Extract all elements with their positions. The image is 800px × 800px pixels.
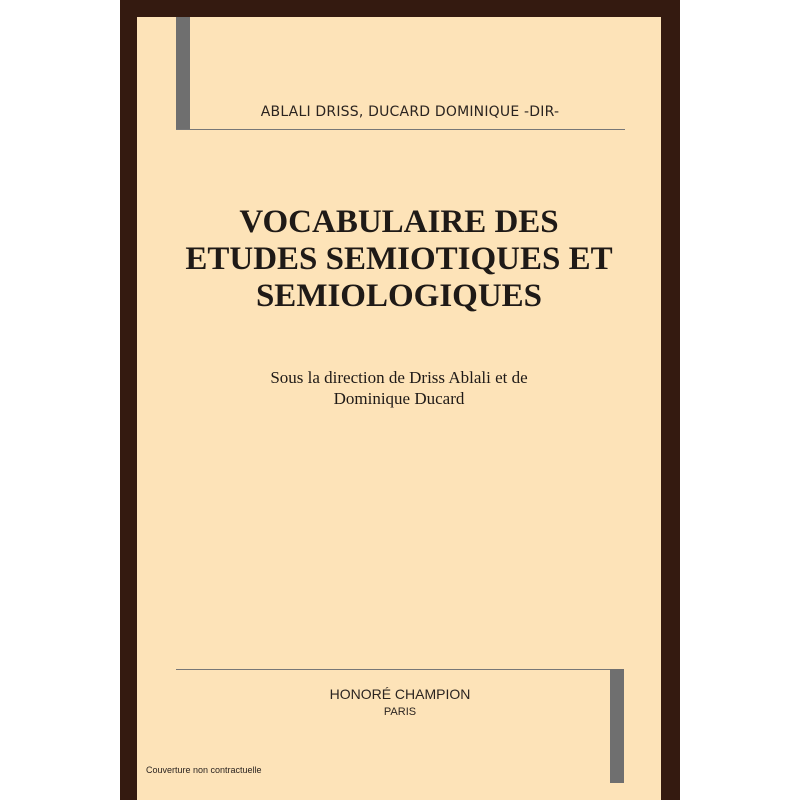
- top-divider-rule: [176, 129, 625, 130]
- bottom-divider-rule: [176, 669, 624, 670]
- book-title: [137, 204, 661, 315]
- publisher-name: HONORÉ CHAMPION: [329, 686, 471, 702]
- subtitle-line: Sous la direction de Driss Ablali et de: [270, 368, 528, 387]
- title-line: VOCABULAIRE DES: [239, 204, 559, 240]
- authors-line: ABLALI DRISS, DUCARD DOMINIQUE -DIR-: [260, 104, 560, 120]
- publisher-city: PARIS: [383, 706, 417, 718]
- book-subtitle: [137, 367, 661, 409]
- top-accent-bar: [176, 17, 190, 130]
- title-line: ETUDES SEMIOTIQUES ET: [185, 241, 613, 277]
- subtitle-line: Dominique Ducard: [333, 389, 465, 408]
- title-line: SEMIOLOGIQUES: [255, 278, 543, 314]
- cover-disclaimer: Couverture non contractuelle: [146, 765, 262, 775]
